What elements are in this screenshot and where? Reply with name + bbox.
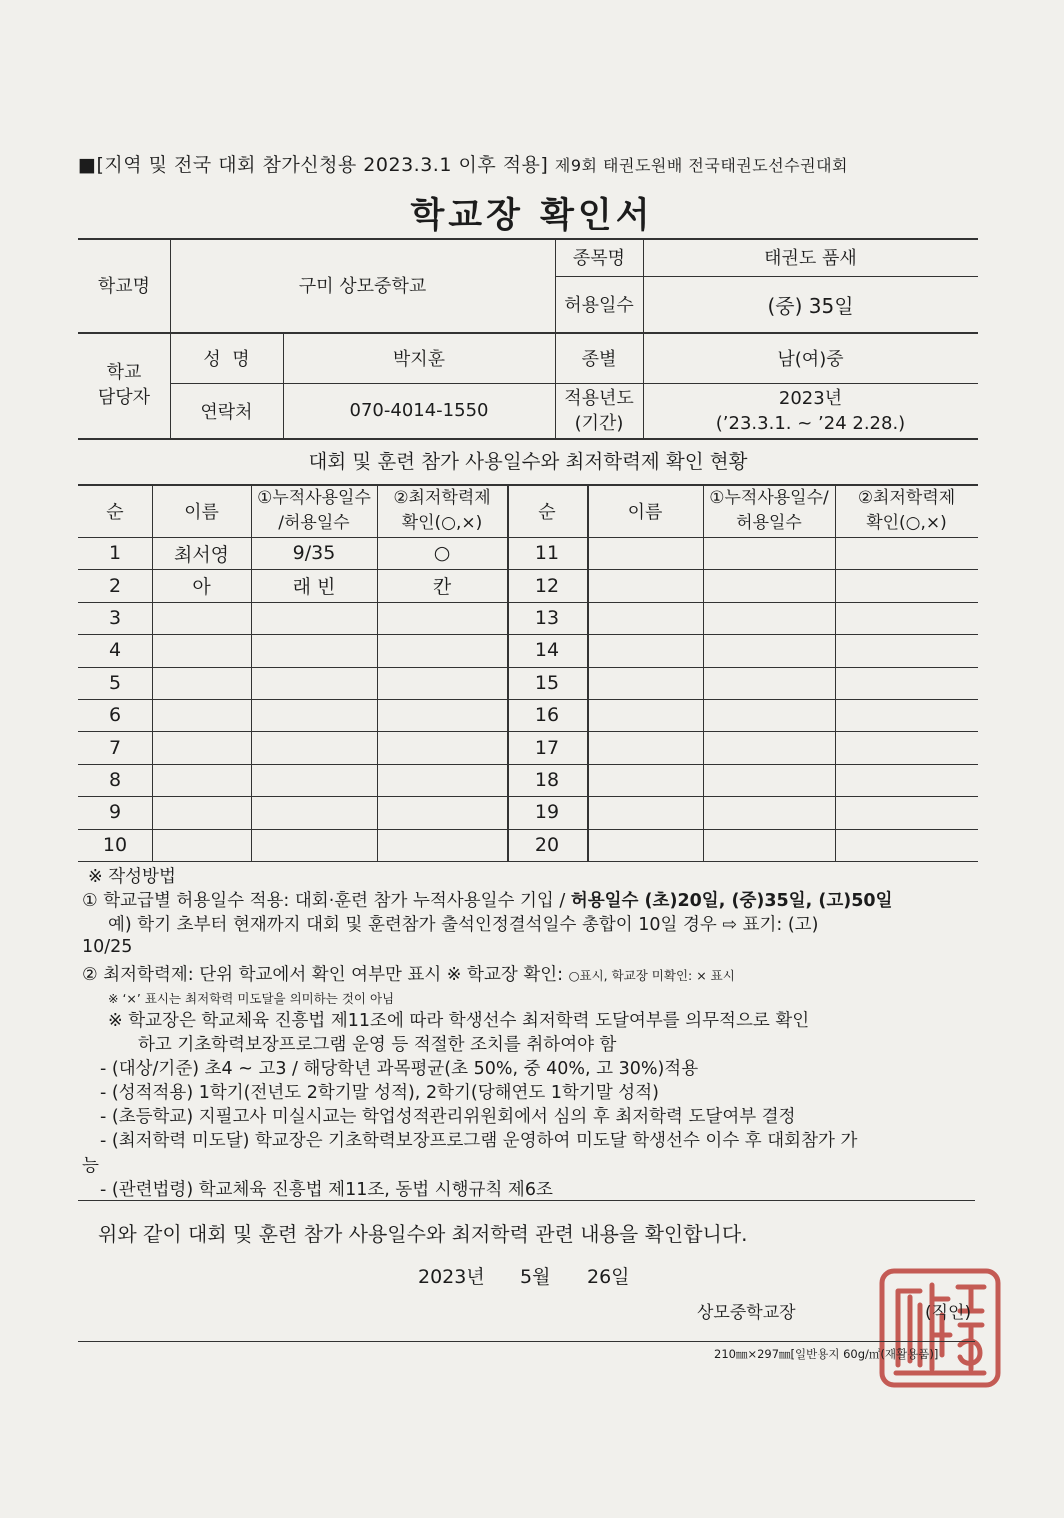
row-15-acad [835,667,978,699]
footer-rule [78,1341,975,1342]
header-line [78,150,848,177]
row-18-acad [835,764,978,796]
header-academic-right-line2: 확인(○,×) [866,512,947,533]
row-15-no: 15 [534,671,560,694]
header-days-line1: ①누적사용일수 [257,487,371,508]
row-5-name [152,667,251,699]
row-14-days [703,634,835,666]
note-1-text: ① 학교급별 허용일수 적용: 대회·훈련 참가 누적사용일수 기입 / [82,891,571,911]
row-6-days [251,699,377,731]
row-15-name [587,667,703,699]
header-days-right-line1: ①누적사용일수/ [709,487,829,508]
event-type-label: 종목명 [572,248,626,269]
row-7-acad [377,731,507,763]
row-18-name [587,764,703,796]
row-8-acad [377,764,507,796]
header-days-right [703,484,835,537]
row-2-no: 2 [108,574,122,597]
row-9-acad [377,796,507,828]
row-19-days [703,796,835,828]
row-7-name [152,731,251,763]
confirmation-statement: 위와 같이 대회 및 훈련 참가 사용일수와 최저학력 관련 내용을 확인합니다. [98,1222,748,1246]
row-3-days [251,602,377,634]
header-note: ■[지역 및 전국 대회 참가신청용 2023.3.1 이후 적용] [78,154,549,176]
row-17-name [587,731,703,763]
header-no-right: 순 [538,501,556,523]
row-4-days [251,634,377,666]
gender-label: 종별 [581,348,617,370]
header-academic-line1: ②최저학력제 [393,487,491,508]
row-17-days [703,731,835,763]
row-20-days [703,829,835,861]
year-label-line2: (기간) [574,412,624,434]
header-name: 이름 [184,501,219,523]
row-13-acad [835,602,978,634]
note-2-text: ② 최저학력제: 단위 학교에서 확인 여부만 표시 ※ 학교장 확인: [82,965,569,985]
row-11-acad [835,537,978,569]
event-name: 제9회 태권도원배 전국태권도선수권대회 [554,156,848,175]
header-academic-line2: 확인(○,×) [401,512,483,533]
row-4-acad [377,634,507,666]
row-7-no: 7 [108,736,122,759]
row-5-acad [377,667,507,699]
row-16-name [587,699,703,731]
row-2-days: 래 빈 [292,576,336,599]
row-19-no: 19 [534,801,560,824]
header-name-right: 이름 [627,501,663,523]
allowed-days-value: (중) 35일 [767,293,854,318]
row-1-no: 1 [108,542,122,565]
note-7: - (초등학교) 지필고사 미실시교는 학업성적관리위원회에서 심의 후 최저학력 도달여부 결정 [100,1107,796,1127]
row-19-acad [835,796,978,828]
page-title: 학교장 확인서 [410,196,654,236]
row-11-name [587,537,703,569]
row-15-days [703,667,835,699]
row-10-days [251,829,377,861]
row-7-days [251,731,377,763]
year-label [555,383,643,438]
row-12-no: 12 [534,574,560,597]
event-type-value: 태권도 품새 [764,248,857,269]
row-18-days [703,764,835,796]
header-days-right-line2: 허용일수 [736,512,802,533]
header-days [251,484,377,537]
row-3-name [152,602,251,634]
row-17-no: 17 [534,736,560,759]
date-month: 5월 [520,1266,551,1288]
row-5-days [251,667,377,699]
row-9-days [251,796,377,828]
row-1-days: 9/35 [292,542,336,565]
row-6-name [152,699,251,731]
divider [78,438,978,440]
header-academic-right-line1: ②최저학력제 [857,487,956,508]
note-1-example-cont: 10/25 [82,937,133,957]
row-11-days [703,537,835,569]
row-6-acad [377,699,507,731]
note-2-small: ○표시, 학교장 미확인: × 표시 [568,968,735,983]
row-10-no: 10 [102,833,128,856]
phone-label: 연락처 [200,401,253,423]
row-13-days [703,602,835,634]
row-3-no: 3 [108,606,122,629]
contact-person-label [78,332,170,438]
row-4-name [152,634,251,666]
phone-value: 070-4014-1550 [349,400,489,421]
year-value-line1: 2023년 [778,387,843,409]
allowed-days-label: 허용일수 [564,295,634,316]
seal-label: (직인) [925,1303,972,1323]
official-seal [876,1265,1004,1391]
row-8-name [152,764,251,796]
note-8: - (최저학력 미도달) 학교장은 기초학력보장프로그램 운영하여 미도달 학생선수 이수 후 대회참가 가 [100,1131,858,1151]
row-17-acad [835,731,978,763]
row-1-name: 최서영 [173,543,230,566]
row-8-days [251,764,377,796]
row-2-acad: 칸 [432,576,452,599]
row-18-no: 18 [534,768,560,791]
row-1-acad: ○ [433,542,451,565]
section-title: 대회 및 훈련 참가 사용일수와 최저학력제 확인 현황 [308,450,748,473]
row-9-name [152,796,251,828]
row-13-name [587,602,703,634]
header-no: 순 [106,501,124,523]
note-1-example: 예) 학기 초부터 현재까지 대회 및 훈련참가 출석인정결석일수 총합이 10일 경우 ⇨ 표기: (고) [108,915,819,935]
row-2-name: 아 [192,576,211,599]
notes-bottom-rule [78,1200,975,1201]
row-14-name [587,634,703,666]
paper-spec: 210㎜×297㎜[일반용지 60g/㎡(재활용품)] [714,1347,939,1361]
school-value: 구미 상모중학교 [298,276,427,297]
row-20-acad [835,829,978,861]
year-label-line1: 적용년도 [564,387,634,409]
school-label: 학교명 [97,276,151,297]
header-academic [377,484,507,537]
note-4: ※ 학교장은 학교체육 진흥법 제11조에 따라 학생선수 최저학력 도달여부를 의무적으로 확인 [108,1011,810,1031]
year-value-line2: (’23.3.1. ~ ’24 2.28.) [715,412,906,434]
contact-label-line1: 학교 [106,362,142,383]
row-20-no: 20 [534,833,560,856]
note-8-cont: 능 [82,1156,99,1176]
row-12-acad [835,569,978,601]
row-4-no: 4 [108,639,122,662]
row-19-name [587,796,703,828]
name-value: 박지훈 [392,348,446,370]
notes-heading: ※ 작성방법 [88,867,176,887]
principal-title: 상모중학교장 [697,1303,796,1323]
note-3: ※ ‘×’ 표시는 최저학력 미도달을 의미하는 것이 아님 [108,991,395,1006]
row-5-no: 5 [108,671,122,694]
note-2 [82,961,735,986]
row-10-name [152,829,251,861]
row-20-name [587,829,703,861]
row-16-days [703,699,835,731]
row-13-no: 13 [534,606,560,629]
row-10-acad [377,829,507,861]
note-1-bold: 허용일수 (초)20일, (중)35일, (고)50일 [570,891,893,911]
row-3-acad [377,602,507,634]
divider [78,861,978,862]
row-16-acad [835,699,978,731]
row-16-no: 16 [534,704,560,727]
header-academic-right [835,484,978,537]
date-year: 2023년 [418,1266,485,1288]
note-5: - (대상/기준) 초4 ~ 고3 / 해당학년 과목평균(초 50%, 중 40%, 고 30%)적용 [100,1059,699,1079]
row-12-days [703,569,835,601]
row-8-no: 8 [108,768,122,791]
row-6-no: 6 [108,704,122,727]
header-days-line2: /허용일수 [278,512,350,533]
row-9-no: 9 [108,801,122,824]
contact-label-line2: 담당자 [97,387,151,408]
note-9: - (관련법령) 학교체육 진흥법 제11조, 동법 시행규칙 제6조 [100,1180,553,1200]
note-1 [82,887,893,912]
row-12-name [587,569,703,601]
row-11-no: 11 [534,542,560,565]
note-6: - (성적적용) 1학기(전년도 2학기말 성적), 2학기(당해연도 1학기말 성적) [100,1083,659,1103]
gender-value: 남(여)중 [777,348,844,370]
row-14-no: 14 [534,639,560,662]
note-4-cont: 하고 기초학력보장프로그램 운영 등 적절한 조치를 취하여야 함 [138,1035,617,1055]
name-label: 성 명 [203,348,250,370]
date-day: 26일 [587,1266,630,1288]
year-value [643,383,978,438]
row-14-acad [835,634,978,666]
